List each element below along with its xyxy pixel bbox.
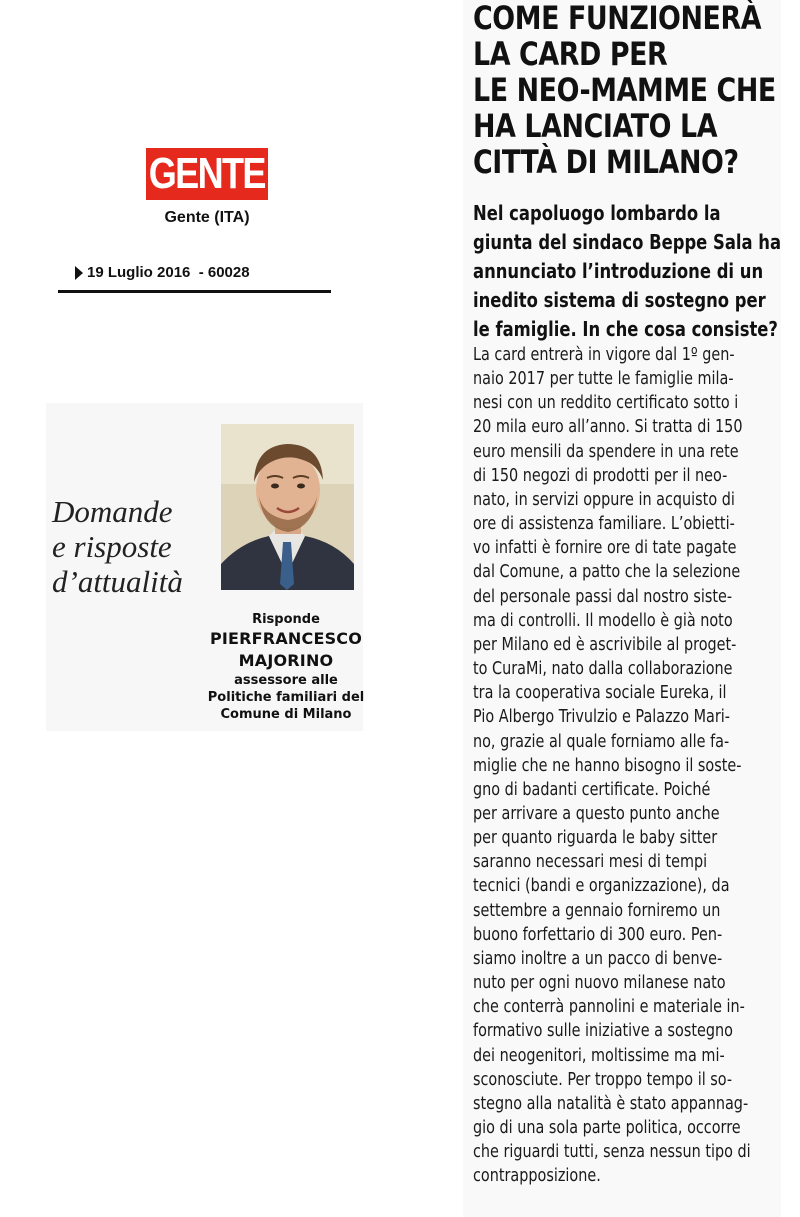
subhead-line: inedito sistema di sostegno per (473, 288, 766, 312)
body-line: settembre a gennaio forniremo un (473, 899, 721, 921)
body-line: tecnici (bandi e organizzazione), da (473, 875, 730, 897)
portrait-photo (221, 424, 354, 590)
column-title-line: e risposte (52, 529, 172, 564)
body-line: Pio Albergo Trivulzio e Palazzo Mari- (473, 706, 730, 728)
body-line: gio di una sola parte politica, occorre (473, 1117, 741, 1138)
body-line: to CuraMi, nato dalla collaborazione (473, 658, 733, 680)
body-line: buono forfettario di 300 euro. Pen- (473, 923, 723, 945)
body-line: stegno alla natalità è stato appannag- (473, 1092, 749, 1114)
body-line: dal Comune, a patto che la selezione (473, 561, 741, 583)
body-line: siamo inoltre a un pacco di benve- (473, 947, 723, 969)
date-text: 19 Luglio 2016 - 60028 (87, 264, 250, 281)
body-line: 20 mila euro all’anno. Si tratta di 150 (473, 416, 743, 438)
responder-role-line: assessore alle (234, 673, 338, 688)
body-line: euro mensili da spendere in una rete (473, 440, 739, 462)
responder-role-line: Comune di Milano (220, 707, 352, 722)
responder-role-line: Politiche familiari del (207, 690, 365, 705)
responder-block (206, 612, 366, 723)
date-line (75, 264, 250, 281)
body-line: tra la cooperativa sociale Eureka, il (473, 682, 727, 704)
body-line: no, grazie al quale forniamo alle fa- (473, 730, 730, 752)
body-line: contrapposizione. (473, 1165, 601, 1187)
body-line: nuto per ogni nuovo milanese nato (473, 972, 726, 994)
body-line: per Milano ed è ascrivibile al proget- (473, 633, 737, 655)
body-line: per arrivare a questo punto anche (473, 802, 720, 824)
body-line: nesi con un reddito certificato sotto i (473, 392, 739, 414)
body-line: ore di assistenza familiare. L’obietti- (473, 513, 735, 535)
headline-line: COME FUNZIONERÀ (473, 0, 762, 37)
article-headline (473, 0, 793, 180)
headline-line: LE NEO-MAMME CHE (473, 71, 776, 109)
subhead-line: giunta del sindaco Beppe Sala ha (473, 230, 782, 254)
body-line: che conterrà pannolini e materiale in- (473, 996, 745, 1018)
logo-text: GENTE (148, 149, 266, 198)
header-rule (58, 290, 331, 293)
headline-line: LA CARD PER (473, 35, 668, 73)
body-line: dei neogenitori, moltissime ma mi- (473, 1044, 725, 1066)
body-line: naio 2017 per tutte le famiglie mila- (473, 368, 734, 390)
body-line: saranno necessari mesi di tempi (473, 851, 708, 873)
body-line: vo infatti è fornire ore di tate pagate (473, 537, 737, 559)
source-name: Gente (ITA) (164, 209, 250, 226)
column-title-line: Domande (52, 494, 173, 529)
body-line: che riguardi tutti, senza nessun tipo di (473, 1141, 751, 1163)
body-line: per quanto riguarda le baby sitter (473, 827, 718, 849)
subhead-line: annunciato l’introduzione di un (473, 259, 764, 283)
subhead-line: le famiglie. In che cosa consiste? (473, 317, 778, 341)
headline-line: CITTÀ DI MILANO? (473, 143, 739, 181)
body-line: nato, in servizi oppure in acquisto di (473, 488, 735, 510)
arrow-right-icon (75, 266, 83, 280)
body-line: ma di controlli. Il modello è già noto (473, 609, 733, 631)
body-line: di 150 negozi di prodotti per il neo- (473, 464, 728, 486)
responder-label: Risponde (252, 612, 320, 627)
body-line: La card entrerà in vigore dal 1º gen- (473, 344, 735, 365)
body-line: formativo sulle iniziative a sostegno (473, 1020, 733, 1042)
article-subhead (473, 199, 793, 344)
subhead-line: Nel capoluogo lombardo la (473, 201, 721, 225)
body-line: del personale passi dal nostro siste- (473, 585, 733, 607)
headline-line: HA LANCIATO LA (473, 107, 718, 145)
column-title-line: d’attualità (52, 564, 183, 599)
gente-logo (146, 148, 268, 200)
responder-name-line: MAJORINO (238, 651, 334, 670)
body-line: gno di badanti certificate. Poiché (473, 778, 711, 800)
body-line: miglie che ne hanno bisogno il soste- (473, 754, 742, 776)
column-title (52, 494, 183, 599)
article-body (473, 343, 800, 1188)
body-line: sconosciute. Per troppo tempo il so- (473, 1068, 733, 1090)
responder-name-line: PIERFRANCESCO (209, 629, 363, 648)
